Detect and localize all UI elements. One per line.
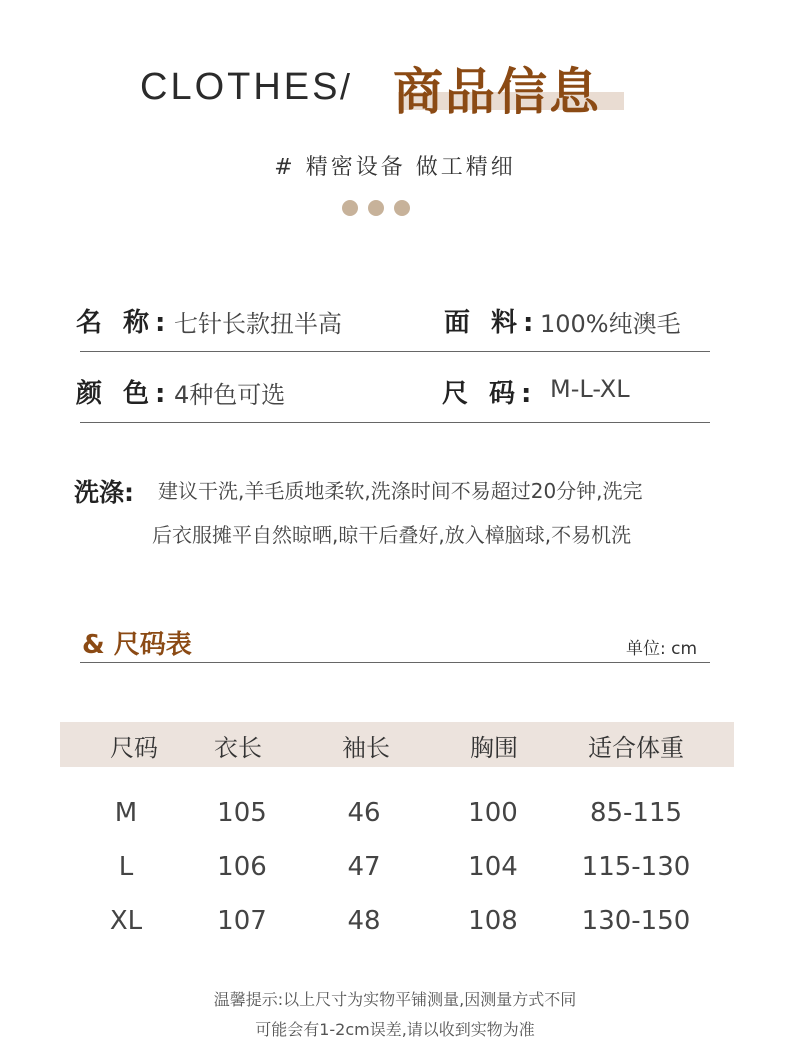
table-cell: 105	[217, 798, 267, 828]
dot-icon	[342, 200, 358, 216]
wash-label: 洗涤:	[74, 478, 134, 507]
column-header-size: 尺码	[110, 734, 158, 762]
name-value: 七针长款扭半高	[174, 310, 342, 338]
fabric-value: 100%纯澳毛	[540, 310, 681, 338]
column-header-weight: 适合体重	[588, 734, 684, 762]
divider	[80, 351, 710, 352]
table-cell: 108	[468, 906, 518, 936]
table-cell: M	[114, 798, 138, 828]
name-label: 名 称:	[76, 308, 172, 338]
table-cell: 107	[217, 906, 267, 936]
table-cell: XL	[109, 906, 143, 936]
divider	[80, 662, 710, 663]
table-cell: 85-115	[589, 798, 683, 828]
column-header-chest: 胸围	[470, 734, 518, 762]
table-cell: 115-130	[581, 852, 691, 882]
subtitle: # 精密设备 做工精细	[274, 155, 516, 180]
table-cell: 104	[468, 852, 518, 882]
page-title: 商品信息	[393, 62, 601, 121]
wash-text-line2: 后衣服摊平自然晾晒,晾干后叠好,放入樟脑球,不易机洗	[152, 523, 632, 547]
size-value: M-L-XL	[550, 375, 630, 403]
table-cell: 100	[468, 798, 518, 828]
title-slash: /	[340, 66, 351, 107]
color-label: 颜 色:	[76, 379, 172, 409]
note-line2: 可能会有1-2cm误差,请以收到实物为准	[255, 1020, 535, 1039]
size-chart-title: & 尺码表	[82, 630, 192, 660]
unit-label: 单位: cm	[626, 639, 698, 659]
table-cell: 48	[347, 906, 381, 936]
table-cell: 106	[217, 852, 267, 882]
column-header-sleeve: 袖长	[342, 734, 390, 762]
english-title: CLOTHES	[140, 66, 341, 108]
table-cell: 47	[347, 852, 381, 882]
divider	[80, 422, 710, 423]
wash-text-line1: 建议干洗,羊毛质地柔软,洗涤时间不易超过20分钟,洗完	[158, 479, 643, 503]
dot-icon	[368, 200, 384, 216]
table-cell: 46	[347, 798, 381, 828]
table-cell: 130-150	[581, 906, 691, 936]
fabric-label: 面 料:	[444, 308, 540, 338]
table-cell: L	[118, 852, 134, 882]
size-label: 尺 码:	[442, 379, 538, 409]
color-value: 4种色可选	[174, 381, 286, 409]
dot-icon	[394, 200, 410, 216]
decorative-dots	[342, 200, 410, 216]
column-header-length: 衣长	[214, 734, 262, 762]
note-line1: 温馨提示:以上尺寸为实物平铺测量,因测量方式不同	[213, 990, 577, 1009]
